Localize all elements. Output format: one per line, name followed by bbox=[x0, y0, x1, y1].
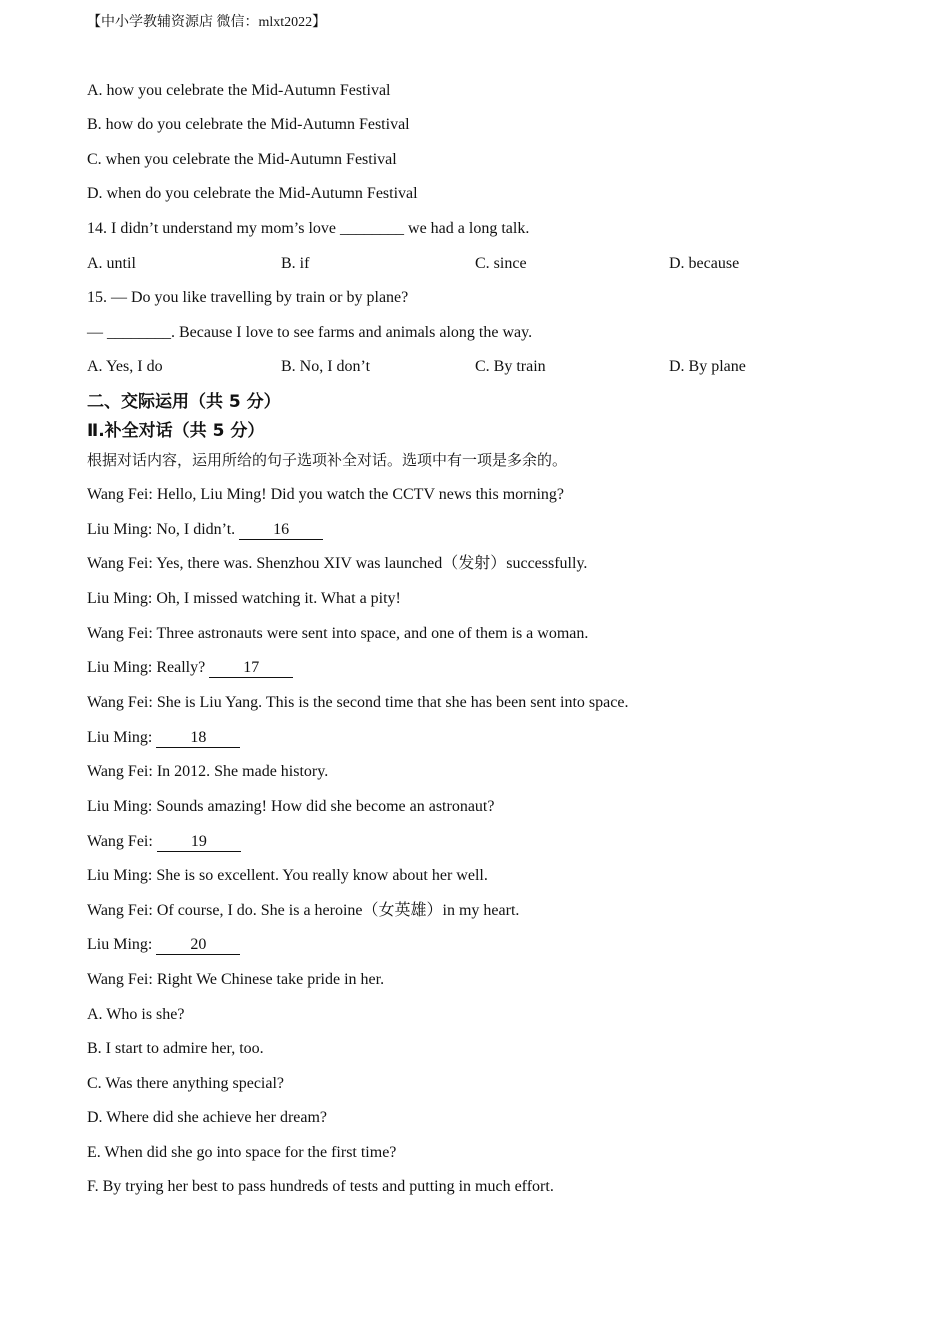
choice-a: A. Who is she? bbox=[87, 1006, 185, 1023]
q13-option-d: D. when do you celebrate the Mid-Autumn Festival bbox=[87, 185, 418, 202]
dialogue-speaker-text: Liu Ming: Really? bbox=[87, 659, 210, 676]
q15-reply: — ________. Because I love to see farms and animals along the way. bbox=[87, 324, 533, 341]
choice-d: D. Where did she achieve her dream? bbox=[87, 1109, 328, 1126]
choice-f: F. By trying her best to pass hundreds of tests and putting in much effort. bbox=[87, 1178, 554, 1195]
section-subtitle: Ⅱ.补全对话（共 5 分） bbox=[87, 421, 265, 441]
q13-option-c: C. when you celebrate the Mid-Autumn Festival bbox=[87, 151, 397, 168]
dialogue-line bbox=[87, 831, 241, 853]
blank-19: 19 bbox=[157, 833, 241, 852]
blank-20: 20 bbox=[156, 936, 240, 955]
dialogue-line: Wang Fei: Of course, I do. She is a heroine（女英雄）in my heart. bbox=[87, 902, 520, 919]
dialogue-line bbox=[87, 657, 293, 679]
q15-option-b: B. No, I don’t bbox=[281, 358, 371, 375]
dialogue-line: Wang Fei: She is Liu Yang. This is the second time that she has been sent into space. bbox=[87, 694, 629, 711]
choice-b: B. I start to admire her, too. bbox=[87, 1040, 264, 1057]
q15-option-c: C. By train bbox=[475, 358, 546, 375]
dialogue-line: Wang Fei: In 2012. She made history. bbox=[87, 763, 329, 780]
blank-16: 16 bbox=[239, 521, 323, 540]
dialogue-line bbox=[87, 934, 240, 956]
q13-option-a: A. how you celebrate the Mid-Autumn Festival bbox=[87, 82, 391, 99]
q14-stem: 14. I didn’t understand my mom’s love ________ we had a long talk. bbox=[87, 220, 530, 237]
dialogue-speaker-text: Liu Ming: bbox=[87, 936, 157, 953]
dialogue-line bbox=[87, 727, 240, 749]
q14-option-d: D. because bbox=[669, 255, 740, 272]
section-title: 二、交际运用（共 5 分） bbox=[87, 392, 281, 412]
q15-stem: 15. — Do you like travelling by train or by plane? bbox=[87, 289, 409, 306]
blank-17: 17 bbox=[209, 659, 293, 678]
dialogue-line: Liu Ming: She is so excellent. You really know about her well. bbox=[87, 867, 488, 884]
choice-c: C. Was there anything special? bbox=[87, 1075, 285, 1092]
q15-options bbox=[87, 356, 887, 378]
q13-option-b: B. how do you celebrate the Mid-Autumn Festival bbox=[87, 116, 410, 133]
dialogue-speaker-text: Liu Ming: bbox=[87, 729, 157, 746]
dialogue-speaker-text: Liu Ming: No, I didn’t. bbox=[87, 521, 240, 538]
q14-option-c: C. since bbox=[475, 255, 527, 272]
q15-option-d: D. By plane bbox=[669, 358, 746, 375]
q15-option-a: A. Yes, I do bbox=[87, 358, 163, 375]
dialogue-line: Liu Ming: Sounds amazing! How did she become an astronaut? bbox=[87, 798, 495, 815]
dialogue-line: Wang Fei: Hello, Liu Ming! Did you watch the CCTV news this morning? bbox=[87, 486, 565, 503]
q14-option-b: B. if bbox=[281, 255, 310, 272]
dialogue-line: Wang Fei: Right We Chinese take pride in her. bbox=[87, 971, 385, 988]
page-header: 【中小学教辅资源店 微信：mlxt2022】 bbox=[87, 15, 327, 30]
q14-option-a: A. until bbox=[87, 255, 136, 272]
dialogue-speaker-text: Wang Fei: bbox=[87, 833, 157, 850]
dialogue-line bbox=[87, 519, 323, 541]
blank-18: 18 bbox=[156, 729, 240, 748]
dialogue-line: Wang Fei: Yes, there was. Shenzhou XIV was launched（发射）successfully. bbox=[87, 555, 588, 572]
dialogue-line: Wang Fei: Three astronauts were sent into space, and one of them is a woman. bbox=[87, 625, 589, 642]
dialogue-line: Liu Ming: Oh, I missed watching it. What a pity! bbox=[87, 590, 401, 607]
section-instruction: 根据对话内容，运用所给的句子选项补全对话。选项中有一项是多余的。 bbox=[87, 451, 568, 469]
q14-options bbox=[87, 253, 887, 275]
choice-e: E. When did she go into space for the first time? bbox=[87, 1144, 397, 1161]
